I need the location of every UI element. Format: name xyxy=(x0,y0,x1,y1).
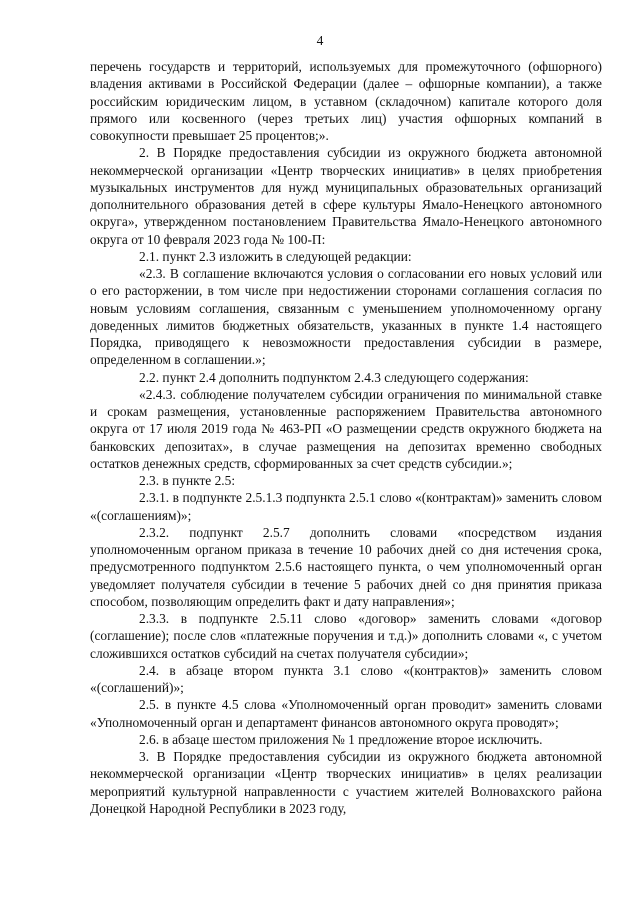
paragraph-2-5: 2.5. в пункте 4.5 слова «Уполномоченный орган проводит» заменить словами «Уполномоченный орган и департамент финансов автономного округа проводят»; xyxy=(90,697,602,730)
paragraph-2: 2. В Порядке предоставления субсидии из окружного бюджета автономной некоммерческой организации «Центр творческих инициатив» в целях приобретения музыкальных инструментов для нужд муниципальных образовательных организаций дополнительного образования детей в сфере культуры Ямало-Ненецкого автономного округа», утвержденном постановлением Правительства Ямало-Ненецкого автономного округа от 10 февраля 2023 года № 100-П: xyxy=(90,145,602,247)
paragraph-2-3-1: 2.3.1. в подпункте 2.5.1.3 подпункта 2.5.1 слово «(контрактам)» заменить словом «(соглашениям)»; xyxy=(90,490,602,523)
page-number: 4 xyxy=(316,33,324,48)
paragraph-2-3-3: 2.3.3. в подпункте 2.5.11 слово «договор» заменить словами «договор (соглашение); после слов «платежные поручения и т.д.)» дополнить словами «, с учетом сложившихся остатков субсидий на счетах получателя субсидии»; xyxy=(90,611,602,661)
paragraph-offshore-list: перечень государств и территорий, используемых для промежуточного (офшорного) владения активами в Российской Федерации (далее – офшорные компании), а также российским юридическим лицом, в уставном (складочном) капитале которого доля прямого или косвенного (через третьих лиц) участия офшорных компаний в совокупности превышает 25 процентов;». xyxy=(90,59,602,143)
paragraph-2-3-2: 2.3.2. подпункт 2.5.7 дополнить словами «посредством издания уполномоченным органом приказа в течение 10 рабочих дней со дня истечения срока, предусмотренного подпунктом 2.5.6 настоящего пункта, о чем уполномоченный орган уведомляет получателя субсидии в течение 5 рабочих дней со дня принятия приказа способом, позволяющим определить факт и дату направления»; xyxy=(90,524,602,609)
paragraph-2-3-quote: «2.3. В соглашение включаются условия о согласовании его новых условий или о его расторжении, в том числе при недостижении сторонами соглашения согласия по новым условиям соглашения, связанным с уменьшением уполномоченному органу доведенных лимитов бюджетных обязательств, указанных в пункте 1.4 настоящего Порядка, приводящего к невозможности предоставления субсидии в размере, определенном в соглашении.»; xyxy=(90,266,602,368)
paragraph-2-4-3-quote: «2.4.3. соблюдение получателем субсидии ограничения по минимальной ставке и срокам размещения, установленные распоряжением Правительства автономного округа от 17 июля 2019 года № 463-РП «О размещении средств окружного бюджета на банковских депозитах», в случае размещения на депозитах временно свободных остатков денежных средств, сформированных за счет средств субсидии.»; xyxy=(90,386,602,471)
paragraph-2-6: 2.6. в абзаце шестом приложения № 1 предложение второе исключить. xyxy=(139,731,543,747)
paragraph-2-3: 2.3. в пункте 2.5: xyxy=(139,473,236,488)
document-body xyxy=(90,58,602,817)
paragraph-2-4: 2.4. в абзаце втором пункта 3.1 слово «(контрактов)» заменить словом «(соглашений)»; xyxy=(90,662,602,695)
paragraph-3: 3. В Порядке предоставления субсидии из окружного бюджета автономной некоммерческой организации «Центр творческих инициатив» в целях реализации мероприятий культурной направленности с участием жителей Волновахского района Донецкой Народной Республики в 2023 году, xyxy=(90,749,602,816)
paragraph-2-1: 2.1. пункт 2.3 изложить в следующей редакции: xyxy=(139,248,412,264)
paragraph-2-2: 2.2. пункт 2.4 дополнить подпунктом 2.4.3 следующего содержания: xyxy=(139,369,529,385)
